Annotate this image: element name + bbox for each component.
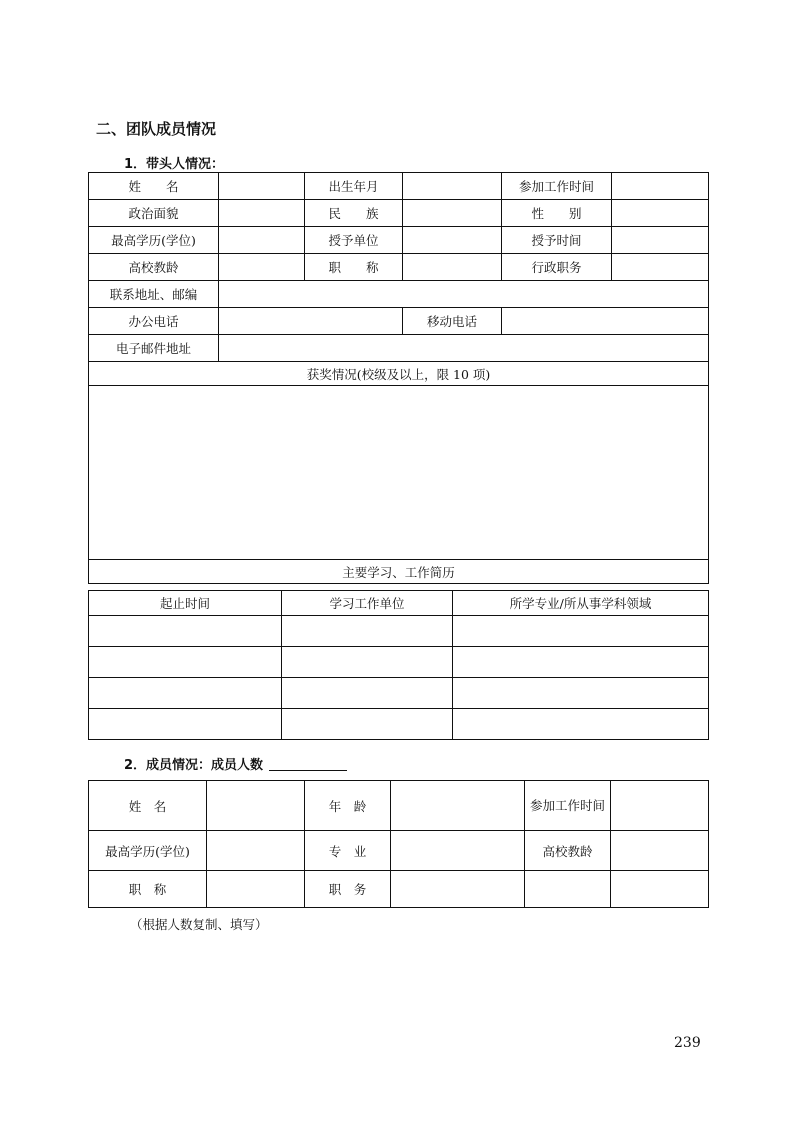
field-title[interactable] [403,254,502,281]
label-teaching-years: 高校教龄 [89,254,219,281]
label-office-phone: 办公电话 [89,308,219,335]
resume-cell[interactable] [282,616,453,647]
label-address: 联系地址、邮编 [89,281,219,308]
field-office-phone[interactable] [219,308,403,335]
resume-cell[interactable] [453,709,709,740]
members-subtitle-text: 2．成员情况：成员人数 [124,758,264,773]
resume-col-unit: 学习工作单位 [282,591,453,616]
label-birth: 出生年月 [305,173,403,200]
member-label-degree: 最高学历(学位) [89,831,207,871]
member-label-name: 姓 名 [89,781,207,831]
label-gender: 性 别 [502,200,612,227]
member-field-extra[interactable] [611,871,709,908]
copy-note: （根据人数复制、填写） [130,917,268,932]
label-awarding-unit: 授予单位 [305,227,403,254]
leader-subtitle: 1．带头人情况： [124,157,225,172]
field-awarding-unit[interactable] [403,227,502,254]
member-field-work-start[interactable] [611,781,709,831]
member-field-teaching-years[interactable] [611,831,709,871]
section-heading: 二、团队成员情况 [96,120,217,138]
resume-cell[interactable] [282,709,453,740]
field-award-time[interactable] [612,227,709,254]
member-count-blank[interactable] [269,756,347,771]
resume-cell[interactable] [89,678,282,709]
field-name[interactable] [219,173,305,200]
members-table [88,780,709,908]
label-admin-post: 行政职务 [502,254,612,281]
member-label-post: 职 务 [305,871,391,908]
field-mobile[interactable] [502,308,709,335]
field-work-start[interactable] [612,173,709,200]
resume-cell[interactable] [453,678,709,709]
resume-col-period: 起止时间 [89,591,282,616]
resume-cell[interactable] [453,616,709,647]
awards-header: 获奖情况(校级及以上，限 10 项) [89,362,709,386]
member-field-extra[interactable] [525,871,611,908]
member-label-major: 专 业 [305,831,391,871]
label-name: 姓 名 [89,173,219,200]
field-ethnicity[interactable] [403,200,502,227]
member-label-age: 年 龄 [305,781,391,831]
member-label-work-start: 参加工作时间 [525,781,611,831]
label-degree: 最高学历(学位) [89,227,219,254]
member-field-major[interactable] [391,831,525,871]
resume-table [88,590,709,740]
page-number: 239 [674,1035,701,1051]
resume-header: 主要学习、工作简历 [89,560,709,584]
member-field-title[interactable] [207,871,305,908]
member-field-name[interactable] [207,781,305,831]
resume-cell[interactable] [282,678,453,709]
label-politics: 政治面貌 [89,200,219,227]
label-mobile: 移动电话 [403,308,502,335]
field-address[interactable] [219,281,709,308]
field-gender[interactable] [612,200,709,227]
members-subtitle [124,754,347,773]
field-birth[interactable] [403,173,502,200]
resume-cell[interactable] [282,647,453,678]
label-email: 电子邮件地址 [89,335,219,362]
field-admin-post[interactable] [612,254,709,281]
member-field-degree[interactable] [207,831,305,871]
label-work-start: 参加工作时间 [502,173,612,200]
awards-field[interactable] [89,386,709,560]
field-degree[interactable] [219,227,305,254]
member-label-teaching-years: 高校教龄 [525,831,611,871]
member-label-title: 职 称 [89,871,207,908]
field-teaching-years[interactable] [219,254,305,281]
label-award-time: 授予时间 [502,227,612,254]
label-title: 职 称 [305,254,403,281]
leader-table [88,172,709,584]
resume-col-field: 所学专业/所从事学科领域 [453,591,709,616]
resume-cell[interactable] [89,709,282,740]
field-email[interactable] [219,335,709,362]
label-ethnicity: 民 族 [305,200,403,227]
member-field-age[interactable] [391,781,525,831]
field-politics[interactable] [219,200,305,227]
resume-cell[interactable] [89,616,282,647]
member-field-post[interactable] [391,871,525,908]
resume-cell[interactable] [89,647,282,678]
resume-cell[interactable] [453,647,709,678]
